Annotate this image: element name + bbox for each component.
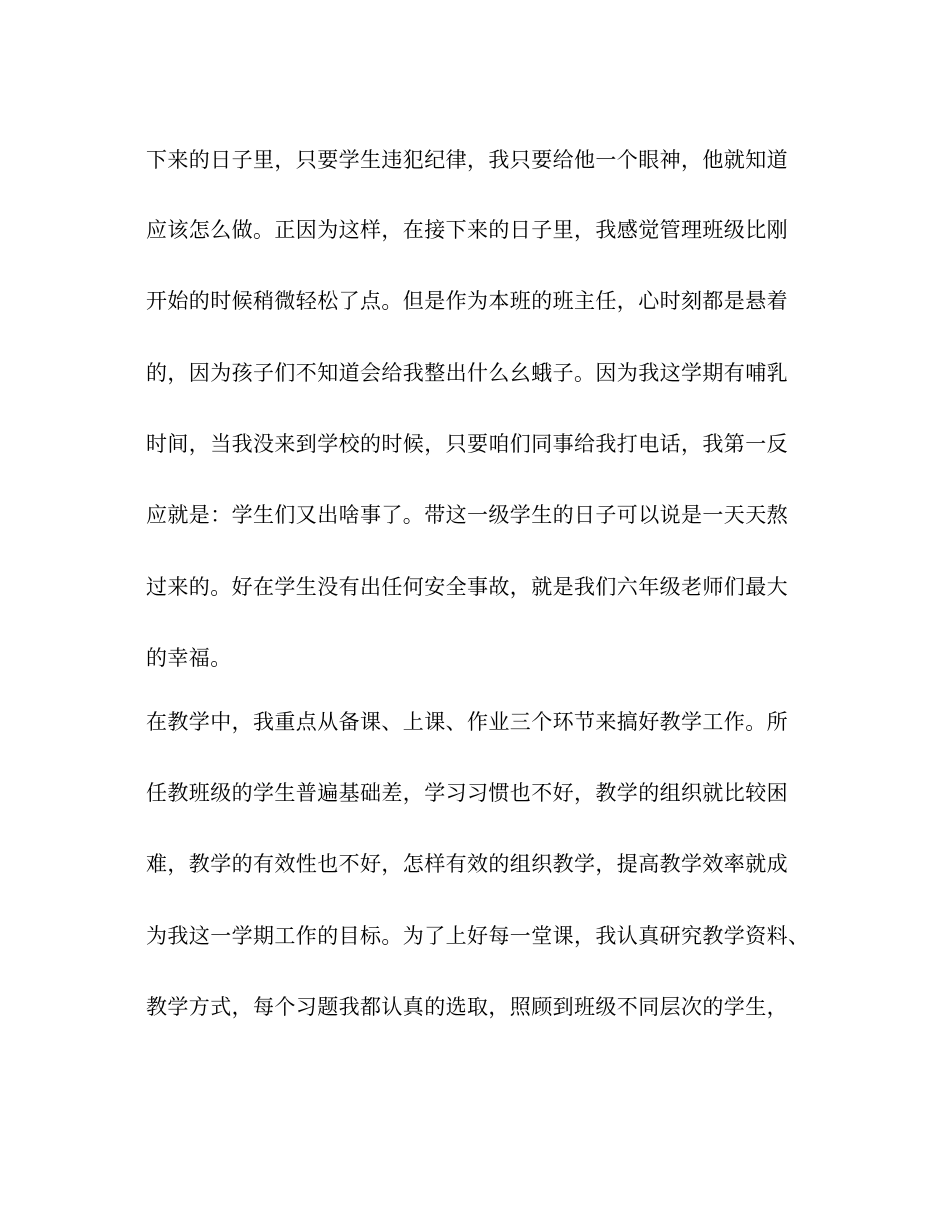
paragraph-1-line-3: 开始的时候稍微轻松了点。但是作为本班的班主任，心时刻都是悬着 bbox=[146, 289, 788, 313]
paragraph-1-line-6: 应就是：学生们又出啥事了。带这一级学生的日子可以说是一天天熬 bbox=[146, 503, 788, 527]
paragraph-1-line-5: 时间，当我没来到学校的时候，只要咱们同事给我打电话，我第一反 bbox=[146, 432, 788, 456]
paragraph-1-line-8: 的幸福。 bbox=[146, 646, 232, 670]
paragraph-1-line-7: 过来的。好在学生没有出任何安全事故，就是我们六年级老师们最大 bbox=[146, 575, 788, 599]
paragraph-2-line-2: 任教班级的学生普遍基础差，学习习惯也不好，教学的组织就比较困 bbox=[146, 781, 788, 805]
paragraph-1-line-4: 的，因为孩子们不知道会给我整出什么幺蛾子。因为我这学期有哺乳 bbox=[146, 361, 788, 385]
paragraph-2-line-5: 教学方式，每个习题我都认真的选取，照顾到班级不同层次的学生， bbox=[146, 995, 788, 1019]
paragraph-2-line-4: 为我这一学期工作的目标。为了上好每一堂课，我认真研究教学资料、 bbox=[146, 924, 810, 948]
paragraph-1-line-1: 下来的日子里，只要学生违犯纪律，我只要给他一个眼神，他就知道 bbox=[146, 148, 788, 172]
paragraph-2-line-1: 在教学中，我重点从备课、上课、作业三个环节来搞好教学工作。所 bbox=[146, 710, 788, 734]
paragraph-2-line-3: 难，教学的有效性也不好，怎样有效的组织教学，提高教学效率就成 bbox=[146, 852, 788, 876]
paragraph-1-line-2: 应该怎么做。正因为这样，在接下来的日子里，我感觉管理班级比刚 bbox=[146, 218, 788, 242]
